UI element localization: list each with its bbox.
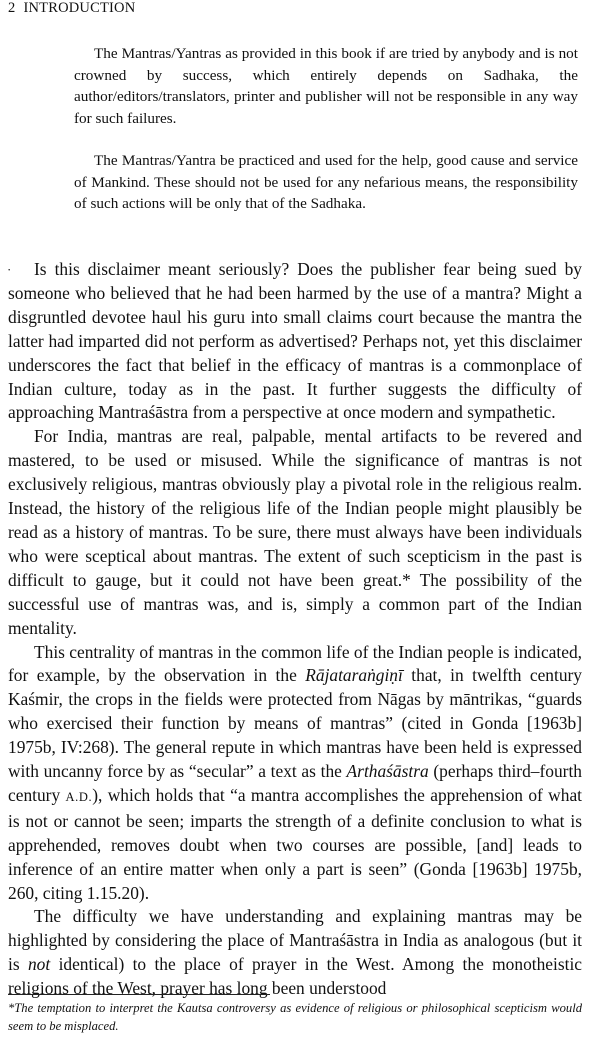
disclaimer-paragraph-1: The Mantras/Yantras as provided in this book if are tried by anybody and is not crowned by success, which entirely depends on Sadhaka, the author/editors/translators, printer and publisher will not be responsible in any way for such failures. [74,45,578,127]
disclaimer-block-1 [74,43,578,129]
body-paragraph-3-part-a: This centrality of mantras in the common life of the Indian people is indicated, for example, by the observation in the [8,641,582,686]
main-text [8,258,582,1001]
running-title: INTRODUCTION [23,0,136,16]
body-paragraph-3 [8,641,582,906]
body-paragraph-1: Is this disclaimer meant seriously? Does the publisher fear being sued by someone who believed that he had been harmed by the use of a mantra? Might a disgruntled devotee haul his guru into small claims court because the mantra the latter had imparted did not perform as advertised? Perhaps not, yet this disclaimer underscores the fact that belief in the efficacy of mantras is a commonplace of Indian culture, today as in the past. It further suggests the difficulty of approaching Mantraśāstra from a perspective at once modern and sympathetic. [8,259,582,423]
footnote: *The temptation to interpret the Kautsa controversy as evidence of religious or philosophical scepticism would seem to be misplaced. [8,1001,582,1033]
disclaimer-block-2 [74,150,578,215]
body-paragraph-4 [8,905,582,1001]
emphasis-not: not [27,954,51,975]
page-number: 2 [8,0,16,16]
disclaimer-paragraph-2: The Mantras/Yantra be practiced and used for the help, good cause and service of Mankind. These should not be used for any nefarious means, the responsibility of such actions will be only that of the Sadhaka. [74,152,578,212]
body-paragraph-3-part-d: ), which holds that “a mantra accomplishes the apprehension of what is not or cannot be seen; imparts the strength of a definite conclusion to what is apprehended, removes doubt when two courses are possible, [and] leads to inference of an entire matter when only a part is seen” (Gonda [1963b] 1975b, 260, citing 1.15.20). [8,784,582,903]
footnote-rule [8,994,270,995]
body-paragraph-4-part-b: identical) to the place of prayer in the West. Among the monotheistic religions of the West, prayer has long been understood [8,954,582,999]
arthasastra-title: Arthaśāstra [346,761,429,782]
stray-mark: · [7,262,12,277]
running-header [8,0,135,17]
era-abbreviation: A.D. [65,789,93,804]
body-paragraph-3-part-b: that, in twelfth century Kaśmir, the crops in the fields were protected from Nāgas by māntrikas, “guards who exercised their function by means of mantras” (cited in Gonda [1963b] 1975b, IV:268). The general repute in which mantras have been held is expressed with uncanny force by as “secular” a text as the [8,665,583,782]
body-paragraph-4-part-a: The difficulty we have understanding and explaining mantras may be highlighted by considering the place of Mantraśāstra in India as analogous (but it is [8,906,582,975]
rajatarangini-title: Rājataraṅgiṇī [305,665,403,686]
body-paragraph-3-part-c: (perhaps third–fourth century [8,761,582,805]
body-paragraph-2: For India, mantras are real, palpable, mental artifacts to be revered and mastered, to be used or misused. While the significance of mantras is not exclusively religious, mantras obviously play a pivotal role in the religious realm. Instead, the history of the religious life of the Indian people might plausibly be read as a history of mantras. To be sure, there must always have been individuals who were sceptical about mantras. The extent of such scepticism in the past is difficult to gauge, but it could not have been great.* The possibility of the successful use of mantras was, and is, simply a common part of the Indian mentality. [8,426,582,638]
